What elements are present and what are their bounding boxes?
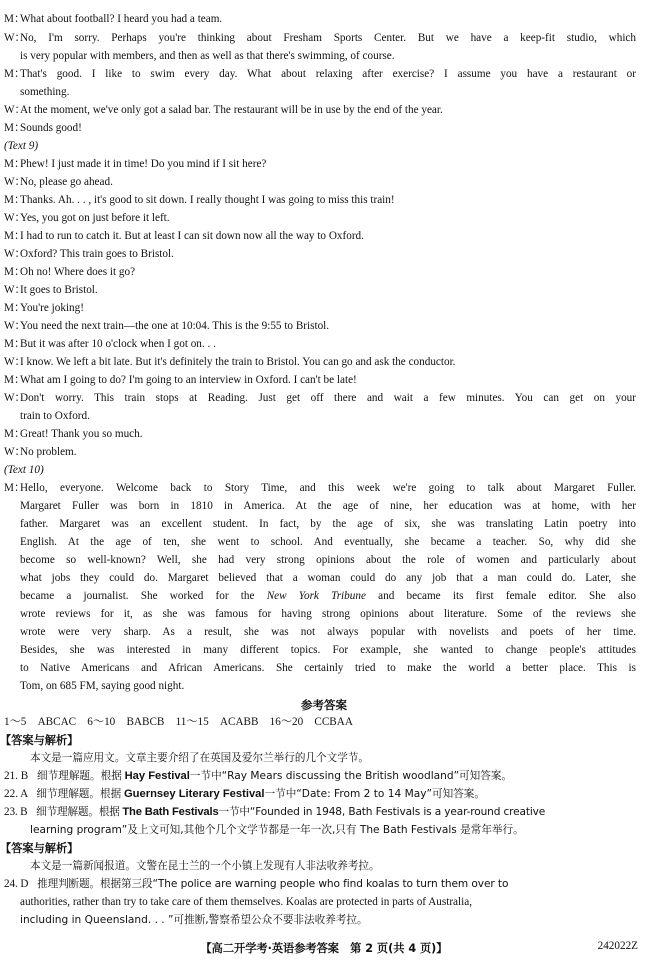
line-text: You need the next train—the one at 10:04. This is the 9:55 to Bristol. <box>20 320 330 332</box>
page-footer: 【高二开学考·英语参考答案 第 2 页(共 4 页)】 <box>200 942 448 955</box>
line-text: Besides, she was interested in many different topics. For example, she wanted to change people's attitudes <box>20 644 636 656</box>
line-text: Margaret Fuller was born in 1810 in America. At the age of nine, her education was at home, with her <box>20 500 636 512</box>
document-code: 242022Z <box>597 940 638 952</box>
speaker-label: W： <box>4 320 26 332</box>
answer-key: 1～5 ABCAC 6～10 BABCB 11～15 ACABB 16～20 CCBAA <box>4 716 353 728</box>
speaker-label: M： <box>4 230 26 242</box>
line-text: (Text 10) <box>4 464 44 476</box>
q22-kind: 细节理解题。 <box>36 788 100 800</box>
line-text: what jobs they could do. Margaret believed that a woman could do any job that a man could do. Later, she <box>20 572 636 584</box>
line-text: I had to run to catch it. But at least I can sit down now all the way to Oxford. <box>20 230 364 242</box>
q23-mid: 一节中“Founded in 1948, Bath Festivals is a year-round creative <box>218 806 546 818</box>
line-text: Don't worry. This train stops at Reading. Just get off there and wait a few minutes. You can get on your <box>20 392 636 404</box>
q23-bold: The Bath Festivals <box>122 806 219 818</box>
q21-kind: 细节理解题。 <box>37 770 101 782</box>
speaker-label: M： <box>4 194 26 206</box>
speaker-label: M： <box>4 122 26 134</box>
q23-pre: 根据 <box>98 806 120 818</box>
speaker-label: M： <box>4 482 26 494</box>
line-text: No problem. <box>20 446 77 458</box>
q21-number: 21. B <box>4 770 29 782</box>
line-text: wrote reviews for it, as she was famous for having strong opinions about literature. Some of the reviews she <box>20 608 636 620</box>
q21-mid: 一节中“Ray Mears discussing the British woodland”可知答案。 <box>189 770 513 782</box>
line-text: At the moment, we've only got a salad bar. The restaurant will be in use by the end of the year. <box>20 104 443 116</box>
q24-kind: 推理判断题。 <box>37 878 101 890</box>
line-text: Great! Thank you so much. <box>20 428 143 440</box>
q24-number: 24. D <box>4 878 29 890</box>
speaker-label: W： <box>4 212 26 224</box>
answers-title: 参考答案 <box>301 700 347 712</box>
line-text: to Native Americans and African Americans. She certainly tried to make the world a better place. This is <box>20 662 636 674</box>
section2-label: 【答案与解析】 <box>0 842 79 855</box>
speaker-label: W： <box>4 284 26 296</box>
line-text: Sounds good! <box>20 122 82 134</box>
line-text: wrote were very sharp. As a result, she was not always popular with novelists and poets of her time. <box>20 626 636 638</box>
line-text: I know. We left a bit late. But it's definitely the train to Bristol. You can go and ask the conductor. <box>20 356 456 368</box>
line-text: No, please go ahead. <box>20 176 113 188</box>
speaker-label: W： <box>4 392 26 404</box>
q23-kind: 细节理解题。 <box>36 806 99 818</box>
line-text: is very popular with members, and then as well as that there's swimming, of course. <box>20 50 395 62</box>
line-text: But it was after 10 o'clock when I got on. . . <box>20 338 216 350</box>
speaker-label: W： <box>4 176 26 188</box>
q21-explanation <box>4 769 636 784</box>
line-text: Phew! I just made it in time! Do you mind if I sit here? <box>20 158 267 170</box>
q22-mid: 一节中“Date: From 2 to 14 May”可知答案。 <box>264 788 485 800</box>
q21-bold: Hay Festival <box>124 770 190 782</box>
line-text: Oxford? This train goes to Bristol. <box>20 248 174 260</box>
section2-intro: 本文是一篇新闻报道。文警在昆士兰的一个小镇上发现有人非法收养考拉。 <box>30 860 380 872</box>
q24-line1: 根据第三段“The police are warning people who find koalas to turn them over to <box>100 878 509 890</box>
speaker-label: W： <box>4 32 26 44</box>
q24-line2: authorities, rather than try to take care of them themselves. Koalas are protected in parts of Australia, <box>20 896 472 908</box>
line-text: No, I'm sorry. Perhaps you're thinking about Fresham Sports Center. But we have a keep-fit studio, which <box>20 32 636 44</box>
speaker-label: M： <box>4 374 26 386</box>
speaker-label: W： <box>4 446 26 458</box>
line-text: something. <box>20 86 70 98</box>
q22-pre: 根据 <box>99 788 122 800</box>
newspaper-title: New York Tribune <box>266 590 366 602</box>
line-text: became a journalist. She worked for the New York Tribune and became its first female editor. She also <box>20 590 636 602</box>
speaker-label: M： <box>4 266 26 278</box>
line-text: What am I going to do? I'm going to an interview in Oxford. I can't be late! <box>20 374 357 386</box>
line-text: (Text 9) <box>4 140 39 152</box>
q23-continuation: learning program”及上文可知,其他个几个文学节都是一年一次,只有 The Bath Festivals 是常年举行。 <box>30 824 524 836</box>
line-text: train to Oxford. <box>20 410 90 422</box>
line-text: It goes to Bristol. <box>20 284 98 296</box>
line-text: What about football? I heard you had a team. <box>20 13 223 25</box>
speaker-label: W： <box>4 356 26 368</box>
speaker-label: M： <box>4 158 26 170</box>
q22-bold: Guernsey Literary Festival <box>123 788 265 800</box>
speaker-label: M： <box>4 338 26 350</box>
q22-number: 22. A <box>4 788 28 800</box>
speaker-label: M： <box>4 13 26 25</box>
q23-number: 23. B <box>4 806 28 818</box>
section1-intro: 本文是一篇应用文。文章主要介绍了在英国及爱尔兰举行的几个文学节。 <box>30 752 369 764</box>
speaker-label: M： <box>4 68 26 80</box>
speaker-label: M： <box>4 302 26 314</box>
line-text: That's good. I like to swim every day. What about relaxing after exercise? I assume you have a restaurant or <box>20 68 636 80</box>
line-text: Yes, you got on just before it left. <box>20 212 170 224</box>
line-text: father. Margaret was an excellent student. In fact, by the age of six, she was translating Latin poetry into <box>20 518 636 530</box>
line-text: Tom, on 685 FM, saying good night. <box>20 680 185 692</box>
speaker-label: M： <box>4 428 26 440</box>
q22-explanation <box>4 787 636 802</box>
line-text: become so well-known? Well, she had very strong opinions about the role of women and particularly about <box>20 554 636 566</box>
line-text: Hello, everyone. Welcome back to Story Time, and this week we're going to talk about Margaret Fuller. <box>20 482 636 494</box>
line-text: You're joking! <box>20 302 84 314</box>
section1-label: 【答案与解析】 <box>0 734 79 747</box>
q23-explanation <box>4 805 636 820</box>
line-text: English. At the age of ten, she went to school. And eventually, she became a teacher. So, why did she <box>20 536 636 548</box>
line-text: Oh no! Where does it go? <box>20 266 136 278</box>
speaker-label: W： <box>4 248 26 260</box>
speaker-label: W： <box>4 104 26 116</box>
q21-pre: 根据 <box>100 770 122 782</box>
line-text: Thanks. Ah. . . , it's good to sit down. I really thought I was going to miss this train! <box>20 194 395 206</box>
q24-explanation <box>4 877 636 892</box>
q24-line3: including in Queensland. . . ”可推断,警察希望公众不要非法收养考拉。 <box>20 914 368 926</box>
